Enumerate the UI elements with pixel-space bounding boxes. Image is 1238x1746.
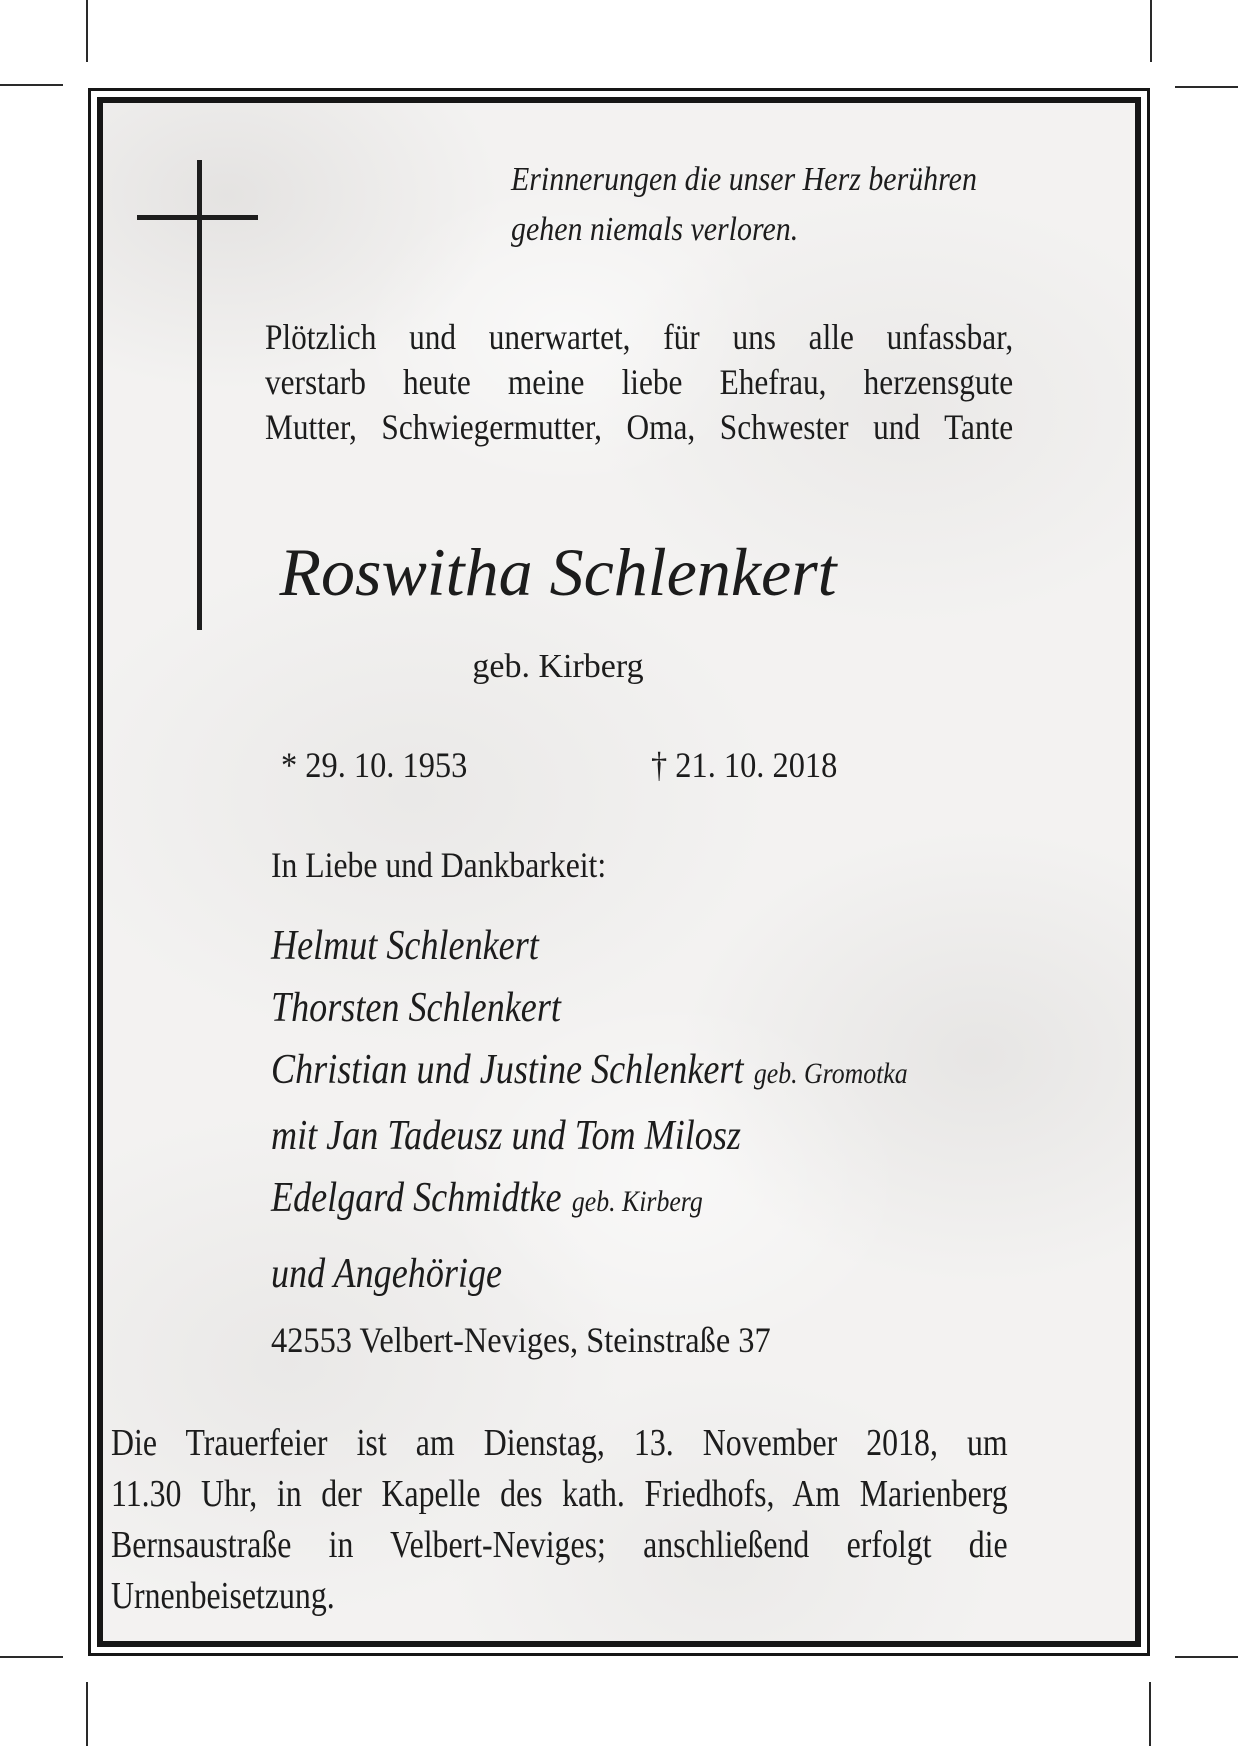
obituary-card-frame: [88, 88, 1150, 1656]
crop-mark-bottom-left-vertical: [86, 1682, 88, 1746]
memorial-quote-line-1: Erinnerungen die unser Herz berühren: [511, 161, 977, 198]
funeral-line-3: Bernsaustraße in Velbert-Neviges; anschließend erfolgt die: [111, 1524, 1008, 1566]
funeral-paragraph: [111, 1418, 1008, 1622]
deceased-name: Roswitha Schlenkert: [279, 534, 837, 610]
mourner-row: [271, 915, 908, 977]
cross-icon-arm: [137, 215, 258, 220]
obituary-card-body: [103, 103, 1135, 1641]
crop-mark-top-left-vertical: [86, 0, 88, 62]
family-address: 42553 Velbert-Neviges, Steinstraße 37: [271, 1320, 771, 1360]
mourner-row: [271, 1167, 908, 1233]
mourner-row: [271, 1105, 908, 1167]
funeral-line-4: Urnenbeisetzung.: [111, 1575, 335, 1617]
mourner-row: [271, 1243, 908, 1305]
mourner-row: [271, 1039, 908, 1105]
intro-line-3: Mutter, Schwiegermutter, Oma, Schwester und Tante: [265, 407, 1014, 447]
tribute-line: In Liebe und Dankbarkeit:: [271, 845, 607, 885]
crop-mark-bottom-right-vertical: [1149, 1682, 1151, 1746]
intro-line-1: Plötzlich und unerwartet, für uns alle unfassbar,: [265, 317, 1014, 357]
crop-mark-top-right-horizontal: [1175, 86, 1238, 88]
death-date: † 21. 10. 2018: [651, 745, 838, 785]
mourner-name: Christian und Justine Schlenkert: [271, 1047, 744, 1093]
funeral-line-1: Die Trauerfeier ist am Dienstag, 13. November 2018, um: [111, 1422, 1008, 1464]
memorial-quote: [511, 155, 977, 255]
mourner-name: Thorsten Schlenkert: [271, 985, 561, 1031]
intro-line-2: verstarb heute meine liebe Ehefrau, herzensgute: [265, 362, 1014, 402]
mourner-name: und Angehörige: [271, 1251, 503, 1297]
mourner-maiden-suffix: geb. Kirberg: [571, 1185, 703, 1218]
maiden-name: geb. Kirberg: [472, 648, 644, 685]
cross-icon-stem: [197, 160, 202, 630]
mourner-name: Helmut Schlenkert: [271, 923, 539, 969]
mourners-list: [271, 915, 908, 1305]
memorial-quote-line-2: gehen niemals verloren.: [511, 211, 799, 248]
intro-paragraph: [265, 315, 1013, 450]
deceased-name-block: [233, 531, 883, 687]
mourner-row: [271, 977, 908, 1039]
crop-mark-bottom-right-horizontal: [1175, 1656, 1238, 1658]
obituary-card-inner-border: [97, 97, 1141, 1647]
funeral-line-2: 11.30 Uhr, in der Kapelle des kath. Friedhofs, Am Marienberg: [111, 1473, 1008, 1515]
birth-date: * 29. 10. 1953: [281, 745, 468, 785]
mourner-name: mit Jan Tadeusz und Tom Milosz: [271, 1113, 741, 1159]
crop-mark-top-right-vertical: [1150, 0, 1152, 62]
mourner-name: Edelgard Schmidtke: [271, 1175, 562, 1221]
crop-mark-top-left-horizontal: [0, 84, 63, 86]
crop-mark-bottom-left-horizontal: [0, 1656, 63, 1658]
mourner-maiden-suffix: geb. Gromotka: [753, 1057, 908, 1090]
